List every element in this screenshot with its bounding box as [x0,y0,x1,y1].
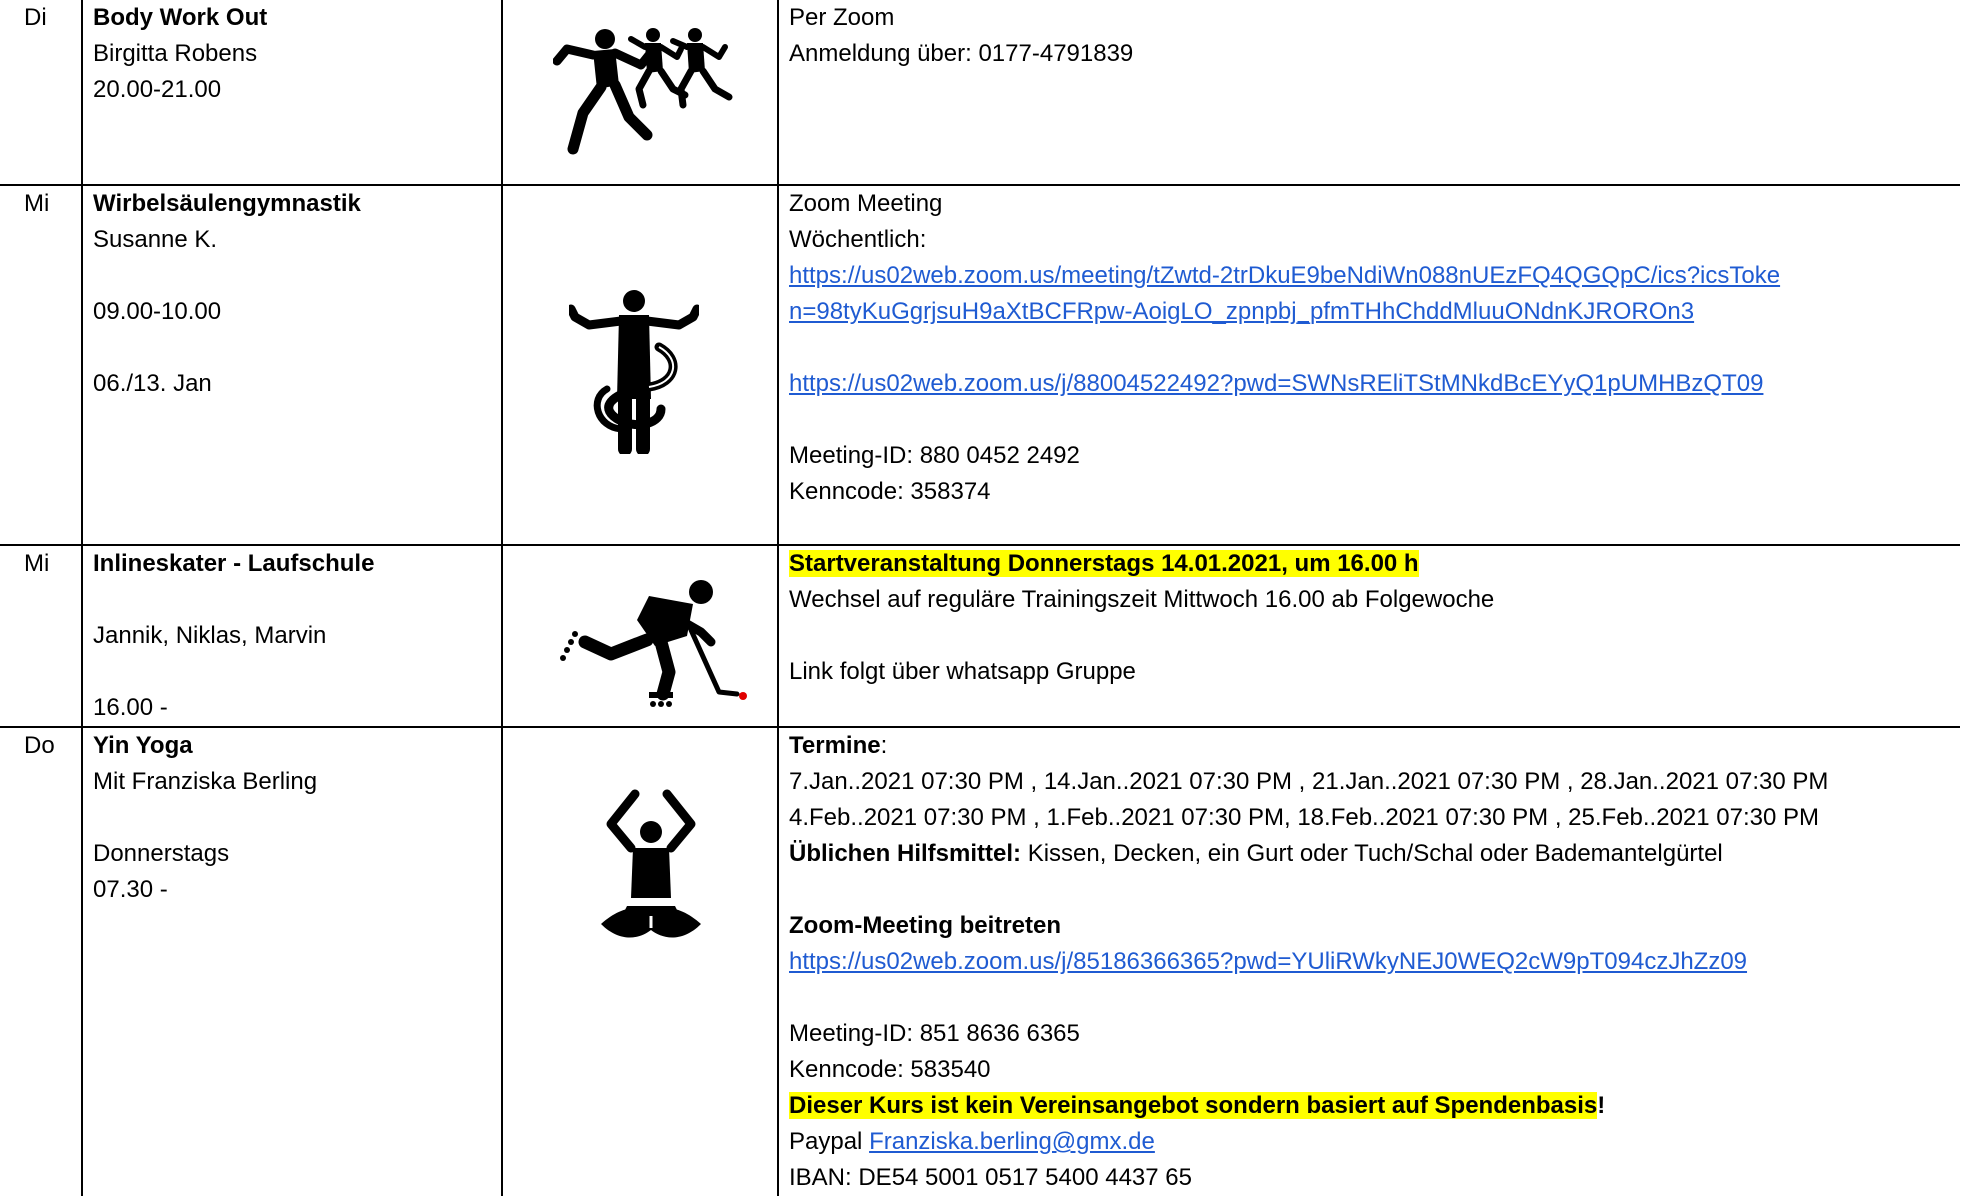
course-weekday: Donnerstags [93,840,230,867]
course-time: 09.00-10.00 [93,298,222,325]
course-time: 20.00-21.00 [93,76,222,103]
donation-notice-highlight: Dieser Kurs ist kein Vereinsangebot sondern basiert auf Spendenbasis [789,1092,1598,1119]
icon-cell [502,545,778,727]
zoom-join-link[interactable]: https://us02web.zoom.us/j/88004522492?pwd=SWNsREliTStMNkdBcEYyQ1pUMHBzQT09 [789,370,1764,397]
start-event-highlight: Startveranstaltung Donnerstags 14.01.2021, um 16.00 h [789,550,1419,577]
day-cell [0,0,82,185]
dates-line: 4.Feb..2021 07:30 PM , 1.Feb..2021 07:30 PM, 18.Feb..2021 07:30 PM , 25.Feb..2021 07:30 PM [789,804,1820,831]
course-cell [82,185,502,545]
inline-hockey-icon [551,576,751,716]
course-title: Inlineskater - Laufschule [93,550,375,577]
day-label: Di [24,4,47,31]
detail-text: Wechsel auf reguläre Trainingszeit Mittwoch 16.00 ab Folgewoche [789,586,1495,613]
icon-cell [502,727,778,1196]
yoga-pose-icon [591,788,711,948]
day-cell [0,727,82,1196]
paypal-email-link[interactable]: Franziska.berling@gmx.de [869,1128,1155,1155]
termine-colon: : [880,732,888,759]
zoom-join-link[interactable]: https://us02web.zoom.us/j/85186366365?pwd=YUliRWkyNEJ0WEQ2cW9pT094czJhZz09 [789,948,1748,975]
course-title: Body Work Out [93,4,268,31]
instructor-name: Birgitta Robens [93,40,258,67]
day-cell [0,185,82,545]
detail-text: Anmeldung über: 0177-4791839 [789,40,1134,67]
day-label: Mi [24,190,50,217]
course-dates: 06./13. Jan [93,370,212,397]
table-row [0,0,1960,185]
instructor-name: Susanne K. [93,226,218,253]
dance-figures-icon [553,25,733,155]
table-row [0,185,1960,545]
spine-gymnastics-icon [569,289,699,454]
details-cell [778,185,1960,545]
iban: IBAN: DE54 5001 0517 5400 4437 65 [789,1164,1192,1191]
meeting-code: Kenncode: 583540 [789,1056,991,1083]
details-cell [778,0,1960,185]
meeting-id: Meeting-ID: 880 0452 2492 [789,442,1080,469]
instructor-name: Jannik, Niklas, Marvin [93,622,327,649]
instructor-name: Mit Franziska Berling [93,768,318,795]
course-cell [82,727,502,1196]
table-row [0,727,1960,1196]
course-time: 16.00 - [93,694,168,721]
detail-text: Wöchentlich: [789,226,927,253]
table-row [0,545,1960,727]
meeting-id: Meeting-ID: 851 8636 6365 [789,1020,1080,1047]
course-cell [82,0,502,185]
day-cell [0,545,82,727]
paypal-label: Paypal [789,1128,870,1155]
hilfsmittel-label: Üblichen Hilfsmittel: [789,840,1022,867]
details-cell [778,545,1960,727]
icon-cell [502,0,778,185]
course-cell [82,545,502,727]
course-title: Wirbelsäulengymnastik [93,190,361,217]
detail-text: Zoom Meeting [789,190,943,217]
course-title: Yin Yoga [93,732,193,759]
zoom-meeting-ics-link[interactable]: https://us02web.zoom.us/meeting/tZwtd-2trDkuE9beNdiWn088nUEzFQ4QGQpC/ics?icsToken=98tyKuGgrjsuH9aXtBCFRpw-AoigLO_zpnpbj_pfmTHhChddMluuONdnKJROROn3 [789,262,1781,325]
detail-text: Per Zoom [789,4,895,31]
meeting-code: Kenncode: 358374 [789,478,991,505]
termine-label: Termine [789,732,881,759]
day-label: Mi [24,550,50,577]
donation-notice-mark: ! [1597,1092,1606,1119]
icon-cell [502,185,778,545]
course-time: 07.30 - [93,876,168,903]
zoom-join-heading: Zoom-Meeting beitreten [789,912,1062,939]
day-label: Do [24,732,55,759]
dates-line: 7.Jan..2021 07:30 PM , 14.Jan..2021 07:30 PM , 21.Jan..2021 07:30 PM , 28.Jan..2021 07:30 PM [789,768,1829,795]
details-cell [778,727,1960,1196]
detail-text: Link folgt über whatsapp Gruppe [789,658,1136,685]
hilfsmittel-text: Kissen, Decken, ein Gurt oder Tuch/Schal oder Bademantelgürtel [1021,840,1723,867]
